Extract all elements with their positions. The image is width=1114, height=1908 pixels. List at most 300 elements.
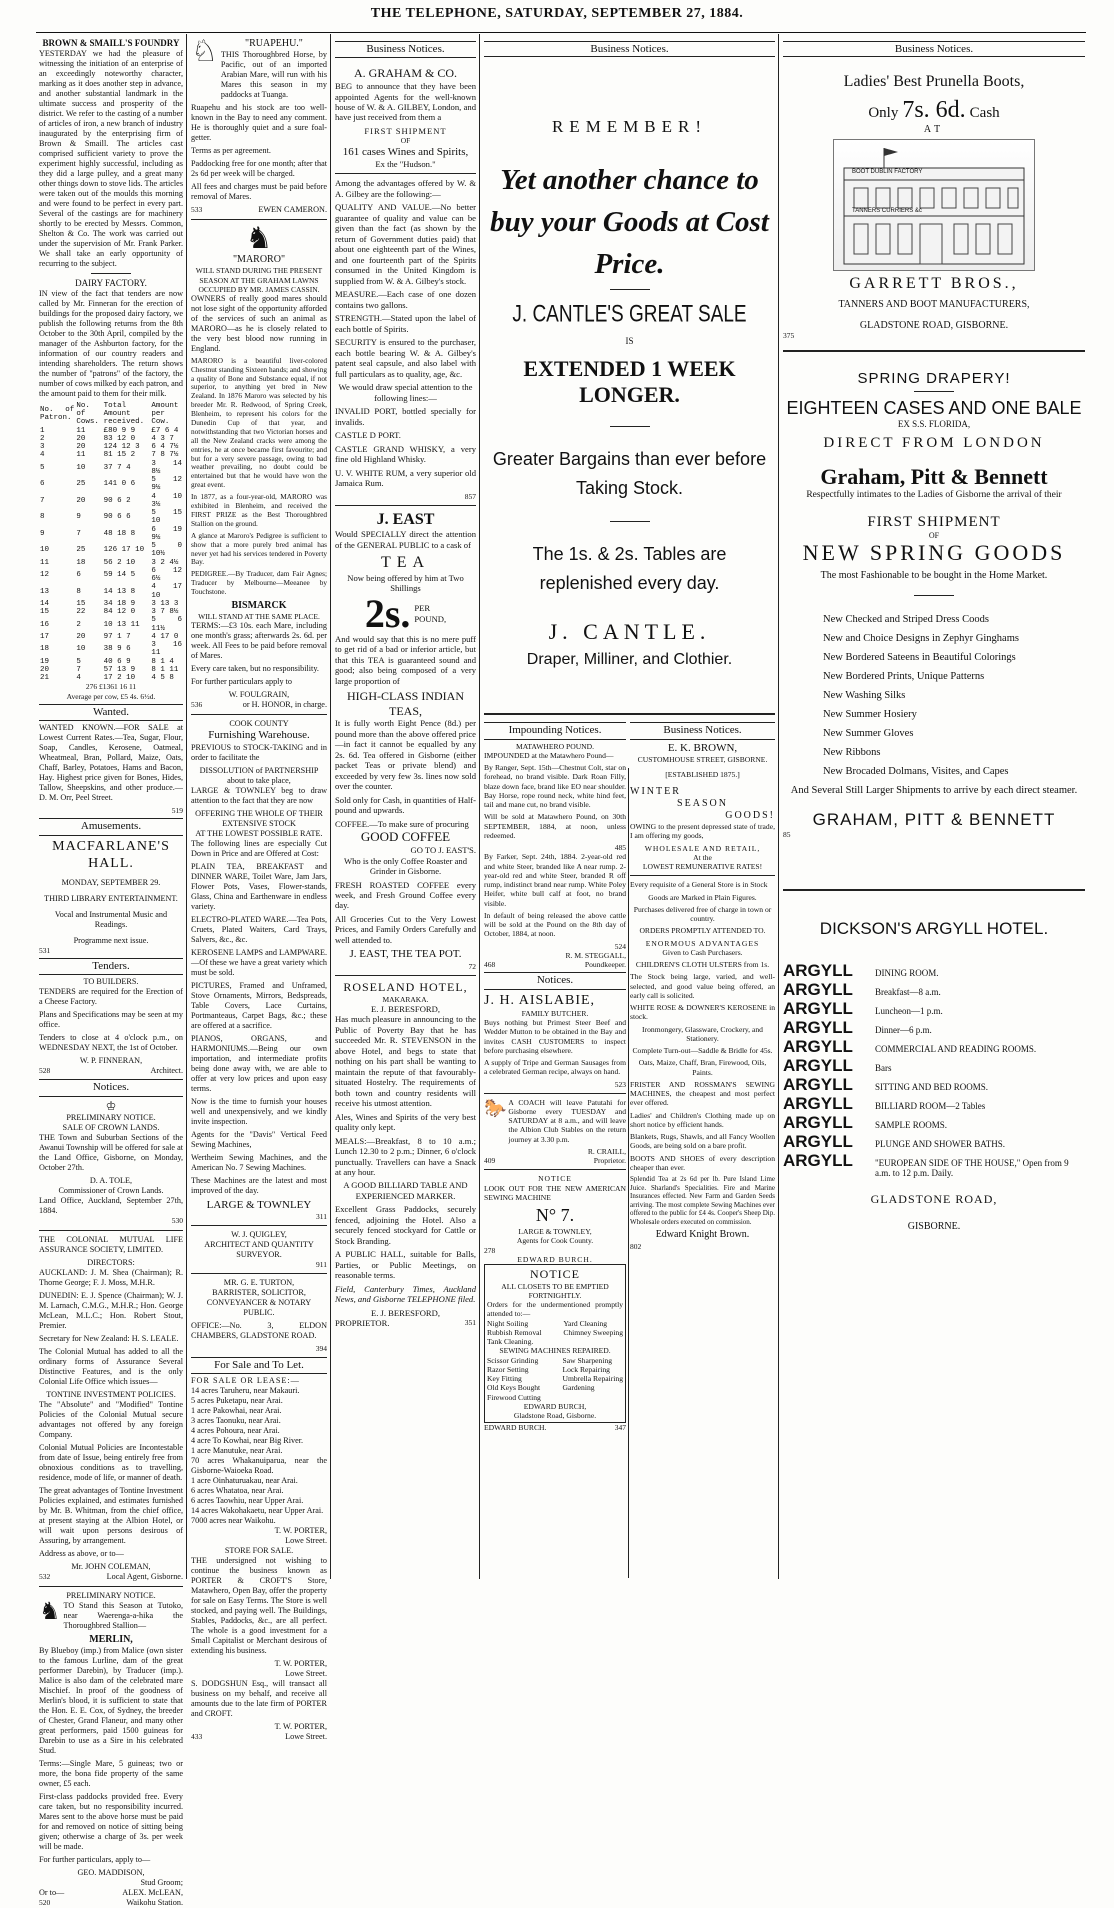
graham-text: BEG to announce that they have been appointed Agents for the well-known house of W. & A. GILBEY, London, and have just received from them a [335, 81, 476, 123]
field: Field, Canterbury Times, Auckland News, and Gisborne TELEPHONE filed. [335, 1283, 476, 1305]
butcher: FAMILY BUTCHER. [521, 1008, 589, 1018]
established: [ESTABLISHED 1875.] [665, 770, 740, 780]
argyll-word: ARGYLL [783, 1132, 853, 1151]
ad-number: 520 [39, 1897, 51, 1907]
services-left [487, 1319, 542, 1347]
table-cell: 141 0 6 [103, 480, 136, 489]
list-item: Gardening [562, 1383, 595, 1393]
maroro-title: "MARORO" [232, 254, 286, 266]
column-1 [36, 38, 186, 1907]
list-item: New Bordered Sateens in Beautiful Colorings [823, 652, 1016, 663]
table-cell: 10 [76, 645, 86, 654]
at-the: At the [693, 852, 712, 862]
argyll-word: ARGYLL [783, 980, 853, 999]
list-item: New Bordered Prints, Unique Patterns [823, 671, 985, 682]
table-row [39, 608, 183, 616]
table-row [39, 427, 183, 435]
address-text: Address as above, or to— [39, 1548, 124, 1558]
ruapehu-sign: EWEN CAMERON. [258, 205, 327, 215]
respect: Respectfully intimates to the Ladies of Gisborne the arrival of their [806, 490, 1062, 500]
table-cell: 81 15 2 [103, 451, 136, 460]
section-head-amusements: Amusements. [39, 818, 183, 835]
list-item: 14 acres Taruheru, near Makauri. [191, 1385, 300, 1395]
porter: T. W. PORTER, [274, 1658, 327, 1668]
table-row [39, 616, 183, 633]
table-cell: 4 [76, 674, 81, 683]
table-row [39, 674, 183, 682]
table-row [39, 451, 183, 459]
ad-number: 485 [614, 843, 627, 853]
list-item: 70 acres Whakanuiparua, near the Gisborne-Waioeka Road. [191, 1455, 327, 1475]
ad-number: 311 [316, 1212, 327, 1222]
ruapehu-text: THIS Thoroughbred Horse, by Pacific, out of an imported Arabian Mare, will run with his Mares this season in my paddocks at Tuanga. [220, 50, 327, 100]
lowest: AT THE LOWEST POSSIBLE RATE. [195, 828, 323, 838]
table-cell: £80 9 9 [103, 426, 136, 435]
list-item: Rubbish Removal [487, 1327, 542, 1337]
table-row [39, 476, 183, 493]
tender-builders: TO BUILDERS. [83, 977, 139, 987]
table-cell: 17 2 10 [103, 674, 136, 683]
tender-architect: Architect. [150, 1066, 183, 1076]
table-cell: 8 [76, 587, 81, 596]
table-cell: 5 [76, 657, 81, 666]
ad-number: 531 [39, 945, 51, 955]
lt-sign: LARGE & TOWNLEY, [518, 1227, 592, 1237]
divider [191, 219, 327, 220]
argyll-word: ARGYLL [783, 999, 853, 1018]
pound: POUND, [414, 613, 447, 624]
divider [630, 875, 775, 876]
divider [39, 1230, 183, 1231]
lt-sign: LARGE & TOWNLEY [206, 1198, 312, 1211]
turton: MR. G. E. TURTON, [223, 1278, 295, 1288]
divider [335, 975, 476, 976]
list-item: 4 acres Pohoura, near Arai. [191, 1425, 280, 1435]
list-item: Umbrella Repairing [562, 1374, 624, 1384]
goods: GOODS! [725, 810, 775, 822]
table-row [39, 600, 183, 608]
list-item: 1 acre Oinhaturuakau, near Arai. [191, 1475, 298, 1485]
argyll-row [783, 1151, 1085, 1178]
section-head-wanted: Wanted. [39, 704, 183, 721]
ruapehu-terms: Terms as per agreement. [191, 146, 271, 156]
indian-teas: HIGH-CLASS INDIAN TEAS, [347, 689, 464, 718]
table-cell: 6 [76, 571, 81, 580]
good-coffee: GOOD COFFEE [360, 829, 451, 845]
ekbrown-block [630, 719, 775, 1432]
table-cell: 8 1 4 [151, 657, 174, 666]
ruapehu-title: "RUAPEHU." [245, 38, 303, 49]
first-shipment: FIRST SHIPMENT [364, 125, 447, 136]
ad-number: 351 [464, 1318, 476, 1328]
table-row [39, 641, 183, 658]
ad-number: 533 [191, 205, 203, 215]
table-cell: 40 6 9 [103, 657, 131, 666]
burch-foot: EDWARD BURCH. [484, 1423, 547, 1433]
argyll-text: BILLIARD ROOM—2 Tables [875, 1101, 986, 1111]
dairy-text: IN view of the fact that tenders are now called by Mr. Finneran for the erection of buildings for the proposed dairy factory, we publish the following returns from the 8th October to the 30th April, compiled by the manager of the Ashburton factory, for the information of our country readers and intending shareholders. The return shows the number of "patrons" of the factory, the number of cows milked by each patron, and the amount paid to them for their milk. [39, 288, 183, 398]
table-cell: 5 0 10½ [151, 542, 182, 559]
requisite: Every requisite of a General Store is in Stock [630, 880, 768, 890]
cantle-sign: J. CANTLE. [548, 619, 711, 645]
horse-icon: ♞ [245, 222, 273, 256]
electro-ware: ELECTRO-PLATED WARE.—Tea Pots, Cruets, Plated Waiters, Card Trays, Salvers, &c., &c. [191, 914, 327, 944]
list-item: 6 acres Taowhiu, near Upper Arai. [191, 1495, 304, 1505]
table-cell: 4 17 10 [151, 583, 182, 600]
extended: EXTENDED 1 WEEK LONGER. [523, 356, 736, 408]
closets: ALL CLOSETS TO BE EMPTIED FORTNIGHTLY. [501, 1281, 609, 1300]
ad-number: 468 [484, 960, 496, 970]
divider [484, 1169, 626, 1170]
table-cell: 90 6 2 [103, 496, 131, 505]
grocery: All Groceries Cut to the Very Lowest Prices, and Family Orders Carefully and well attended to. [335, 913, 476, 945]
merlin-desc: By Blueboy (imp.) from Malice (own sister to the famous Lurline, dam of the great performer Darebin), by Traducer (imp.). Malice is also dam of the celebrated mare Mischief. In proof of the goodness of Merlin's blood, it is sufficient to state that the Hon. E. E. Cox, of Sydney, the breeder of Chester, Grand Flaneur, and many other great performers, paid 1500 guineas for Darebin to use as a Sire in his celebrated Stud. [39, 1645, 183, 1755]
wertheim: Wertheim Sewing Machines, and the American No. 7 Sewing Machines. [191, 1152, 327, 1172]
divider [610, 521, 650, 522]
these: These Machines are the latest and most improved of the day. [191, 1175, 327, 1195]
directors-dunedin: DUNEDIN: E. J. Spence (Chairman); W. J. M. Larnach, C.M.G., M.H.R.; Hon. George McLean, M.L.C.; Hon. Robert Stout, Premier. [39, 1290, 183, 1330]
plain-figures: Goods are Marked in Plain Figures. [648, 892, 757, 902]
impound-sold: Will be sold at Matawhero Pound, on 30th SEPTEMBER, 1884, at noon, unless redeemed. [484, 812, 627, 840]
sewing-repaired: SEWING MACHINES REPAIRED. [499, 1346, 611, 1356]
east-sign: J. EAST, THE TEA POT. [349, 948, 462, 961]
per: PER [414, 603, 431, 614]
tea-price: 2s. [364, 590, 411, 636]
beresford: E. J. BERESFORD, [370, 1003, 440, 1014]
directors-head: DIRECTORS: [87, 1257, 135, 1267]
invalid-port: INVALID PORT, bottled specially for invalids. [335, 406, 476, 427]
argyll-row [783, 1037, 1085, 1056]
divider [91, 273, 131, 274]
table-cell: 4 5 8 [151, 674, 174, 683]
directors-auckland: AUCKLAND: J. M. Shea (Chairman); R. Thorne George; F. J. Moss, M.H.R. [39, 1267, 183, 1287]
section-head-tenders: Tenders. [39, 958, 183, 975]
table-cell: 19 [40, 657, 50, 666]
matawhero: MATAWHERO POUND. [515, 741, 595, 751]
argyll-row [783, 980, 1085, 999]
dairy-header-cell: No. of Patron. [40, 406, 75, 423]
list-item: New Checked and Striped Dress Coods [823, 614, 989, 625]
divider [783, 350, 1085, 352]
list-item: Old Keys Bought [487, 1383, 541, 1393]
of: OF [400, 136, 411, 146]
table-cell: 21 [40, 674, 50, 683]
list-item: New Washing Silks [823, 690, 906, 701]
section-head-forsale: For Sale and To Let. [191, 1357, 327, 1374]
list-item: 7000 acres near Waikohu. [191, 1515, 276, 1525]
ad-number: 519 [171, 806, 183, 816]
divider [484, 713, 775, 715]
section-head-impounding: Impounding Notices. [484, 722, 626, 739]
table-cell: 13 [40, 587, 50, 596]
security: SECURITY is ensured to the purchaser, each bottle bearing W. & A. Gilbey's patent seal capsule, and also label with full particulars as to quality, age, &c. [335, 337, 476, 379]
kerosene-lamps: KEROSENE LAMPS and LAMPWARE.—Of these we have a great variety which must be sold. [191, 947, 328, 977]
winter: WINTER [630, 785, 681, 797]
craill-title: Proprietor. [593, 1156, 627, 1166]
direct-london: DIRECT FROM LONDON [823, 435, 1045, 451]
table-cell: 3 7 8½ [151, 608, 179, 617]
table-cell: 20 [40, 665, 50, 674]
bismarck-further: For further particulars apply to [191, 677, 292, 687]
pianos: PIANOS, ORGANS, and HARMONIUMS.—Being our own importation, and intermediate profits being done away with, we are able to offer at very low prices and upon easy terms. [191, 1033, 327, 1093]
foundry-title: BROWN & SMAILL'S FOUNDRY [42, 38, 180, 48]
table-cell: 7 8 7½ [151, 451, 179, 460]
yet-another: Yet another chance to buy your Goods at Cost Price. [490, 164, 769, 281]
ad-number: 911 [316, 1260, 327, 1270]
crown-sign-title: Commissioner of Crown Lands. [58, 1186, 164, 1196]
hall-event: THIRD LIBRARY ENTERTAINMENT. [44, 893, 178, 903]
table-cell: 11 [76, 426, 86, 435]
argyll-text: "EUROPEAN SIDE OF THE HOUSE," Open from 9 a.m. to 12 p.m. Daily. [875, 1158, 1069, 1178]
ek-brown: E. K. BROWN, [667, 741, 738, 754]
tontine-text: The great advantages of Tontine Investment Policies explained, and estimates furnished by Mr. B. Whitman, from the chief office, at present staying at the Albion Hotel, or will wait upon persons desirous of Assuring, by arrangement. [39, 1485, 183, 1545]
price: 7s. 6d. [902, 97, 966, 123]
impound-text: By Farker, Sept. 24th, 1884. 2-year-old red and white Steer, branded like A near rump. 2-year-old red and white Steer, branded R off rump, indistinct brand near rump. White Poley Heifer, white bull calf at foot, no brand visible. [484, 852, 627, 908]
tontine-text: Colonial Mutual Policies are Incontestable from date of Issue, being entirely free from obnoxious conditions as to travelling, residence, mode of life, or manner of death. [39, 1442, 183, 1482]
impounded: IMPOUNDED at the Matawhero Pound— [484, 750, 614, 760]
divider [191, 1273, 327, 1274]
table-cell: 20 [76, 434, 86, 443]
east-text: It is fully worth Eight Pence (8d.) per pound more than the above offered price—in fact it cannot be equalled by any 2s. 6d. Tea offered in Gisborne (either packet Teas or private blend) and exceeded by very few 3s. lines now sold over the counter. [335, 718, 476, 792]
of: OF [928, 531, 940, 540]
strength: STRENGTH.—Stated upon the label of each bottle of Spirits. [335, 313, 476, 334]
grass: Excellent Grass Paddocks, securely fenced, adjoining the Hotel. Also a securely fenced stockyard for Cattle or Stock Branding. [335, 1204, 476, 1246]
ad-number: 433 [191, 1731, 203, 1741]
table-row [39, 493, 183, 510]
ad-number: 409 [484, 1156, 496, 1166]
column-4 [481, 38, 778, 1578]
secretary: Secretary for New Zealand: H. S. LEALE. [39, 1333, 179, 1343]
davis: Agents for the "Davis" Vertical Feed Sewing Machines, [191, 1129, 327, 1149]
gisborne: GISBORNE. [907, 1221, 961, 1232]
coach-text: A COACH will leave Patutahi for Gisborne every TUESDAY and SATURDAY at 8 a.m., and will leave the Albion Club Stables on the return journey at 3.30 p.m. [508, 1097, 627, 1144]
section-head-notices: Notices. [484, 972, 626, 989]
cases: 161 cases Wines and Spirits, [342, 145, 469, 158]
eighteen-cases: EIGHTEEN CASES AND ONE BALE [786, 398, 1082, 418]
masthead: THE TELEPHONE, SATURDAY, SEPTEMBER 27, 1884. [370, 6, 744, 21]
dairy-title: DAIRY FACTORY. [75, 277, 147, 288]
table-cell: 5 6 11½ [151, 616, 182, 633]
ad-number: 394 [315, 1344, 327, 1354]
foulgrain: W. FOULGRAIN, [228, 690, 290, 700]
argyll-text: Luncheon—1 p.m. [875, 1006, 943, 1016]
frister: FRISTER AND ROSSMAN'S SEWING MACHINES, the cheapest and most perfect ever offered. [630, 1079, 775, 1108]
horse-icon: ♞ [39, 1598, 61, 1625]
table-cell: 97 1 7 [103, 632, 131, 641]
cash-purchasers: Given to Cash Purchasers. [662, 947, 743, 957]
table-cell: 20 [76, 443, 86, 452]
table-cell: 37 7 4 [103, 463, 131, 472]
sold-cash: Sold only for Cash, in quantities of Half-pound and upwards. [335, 794, 476, 816]
enormous: ENORMOUS ADVANTAGES [645, 938, 760, 948]
draper: Draper, Milliner, and Clothier. [526, 651, 733, 669]
list-item: Night Soiling [487, 1318, 529, 1328]
plain-ware: PLAIN TEA, BREAKFAST and DINNER WARE, Toilet Ware, Jam Jars, Flower Pots, Vases, Flower-stands, Glass, China and Earthenware in endless variety. [191, 861, 327, 911]
table-row [39, 583, 183, 600]
maroro-pedigree: PEDIGREE.—By Traducer, dam Fair Agnes; Traducer by Melbourne—Meeanee by Touchstone. [191, 569, 327, 597]
list-item: New Brocaded Dolmans, Visites, and Capes [823, 766, 1009, 777]
column-rule [330, 34, 331, 1579]
orders: Orders for the undermentioned promptly attended to:— [487, 1300, 624, 1319]
table-cell: 9 [40, 529, 45, 538]
list-item: Razor Setting [487, 1364, 529, 1374]
ad-number: 523 [614, 1079, 627, 1089]
season: SEASON [677, 797, 728, 809]
divider [191, 714, 327, 715]
remunerative: LOWEST REMUNERATIVE RATES! [642, 862, 763, 872]
table-cell: 16 [40, 620, 50, 629]
burch-sign: EDWARD BURCH, [523, 1401, 587, 1411]
east-title: J. EAST [376, 510, 435, 528]
ulsters: CHILDREN'S CLOTH ULSTERS from 1s. [635, 960, 770, 970]
table-row [39, 526, 183, 543]
purchases: Purchases delivered free of charge in town or country. [633, 904, 772, 924]
table-cell: 10 [76, 463, 86, 472]
table-cell: 22 [76, 608, 86, 617]
merlin-terms: Terms:—Single Mare, 5 guineas; two or more, the bona fide property of the same owner, £5 each. [39, 1758, 183, 1788]
ironmongery: Ironmongery, Glassware, Crockery, and Stationery. [642, 1024, 763, 1043]
table-cell: 12 [40, 571, 50, 580]
first-shipment: FIRST SHIPMENT [867, 514, 1001, 530]
table-cell: 6 12 6½ [151, 566, 182, 584]
table-cell: 6 [40, 480, 45, 489]
table-cell: 7 [40, 496, 45, 505]
impound-text: By Ranger, Sept. 15th—Chestnut Colt, star on forehead, no brand visible. Dark Roan Filly, blaze down face, brand like EO near shoulder. Bay Horse, rope round neck, white hind feet, tail and mane cut, no brand visible. [484, 763, 627, 810]
merlin-paddocks: First-class paddocks provided free. Every care taken, but no responsibility incurred. Mares sent to the above horse must be paid for and removed on notice of sitting being given; otherwise a charge of 3s. per week will be made. [39, 1791, 183, 1851]
table-row [39, 509, 183, 526]
oats: Oats, Maize, Chaff, Bran, Firewood, Oils, Paints. [638, 1058, 767, 1077]
merlin-further: For further particulars, apply to— [39, 1854, 151, 1864]
divider [39, 1586, 183, 1587]
table-cell: 34 18 9 [103, 599, 136, 608]
tontine-title: TONTINE INVESTMENT POLICIES. [46, 1389, 176, 1399]
table-cell: 126 17 10 [103, 546, 145, 555]
hudson: Ex the "Hudson." [375, 159, 436, 169]
table-cell: 8 [40, 513, 45, 522]
coach-icon: 🐎 [484, 1097, 507, 1118]
argyll-text: DINING ROOM. [875, 968, 939, 978]
bismarck-title: BISMARCK [231, 599, 287, 611]
maroro-text: OWNERS of really good mares should not lose sight of the opportunity afforded of the services of such an animal as MARORO—as he is closely related to the very best blood now running in England. [191, 293, 327, 353]
larger-shipments: And Several Still Larger Shipments to arrive by each direct steamer. [790, 785, 1078, 796]
table-cell: 124 12 3 [103, 443, 140, 452]
table-cell: 6 19 9½ [151, 525, 182, 542]
boots: BOOTS AND SHOES of every description cheaper than ever. [630, 1153, 775, 1172]
offering: OFFERING THE WHOLE OF THEIR EXTENSIVE STOCK [195, 808, 323, 828]
section-head-business: Business Notices. [630, 722, 775, 739]
store-sign: BOOT DUBLIN FACTORY [852, 169, 923, 175]
store-illustration [833, 139, 1035, 271]
burch-address: Gladstone Road, Gisborne. [513, 1411, 597, 1421]
table-cell: 11 [40, 558, 50, 567]
argyll-word: ARGYLL [783, 1094, 853, 1113]
dairy-average: Average per cow, £5 4s. 6½d. [66, 691, 156, 701]
among: Among the advantages offered by W. & A. Gilbey are the following:— [335, 178, 476, 199]
fresh-coffee: FRESH ROASTED COFFEE every week, and Fresh Ground Coffee every day. [335, 879, 476, 911]
divider [191, 1225, 327, 1226]
ad-number: 278 [484, 1245, 496, 1255]
list-item: 1 acre Pakowhai, near Arai. [191, 1405, 282, 1415]
aislabie-text: Buys nothing but Primest Steer Beef and Wedder Mutton to be obtained in the Bay and invites CASH CUSTOMERS to inspect before purchasing elsewhere. [484, 1018, 627, 1055]
tables-replenished: The 1s. & 2s. Tables are replenished every day. [532, 543, 727, 593]
gladstone-road: GLADSTONE ROAD, [870, 1192, 998, 1206]
argyll-row [783, 1094, 1085, 1113]
ad-number: 532 [39, 1571, 51, 1581]
table-cell: 5 12 9½ [151, 476, 182, 493]
list-item: New Ribbons [823, 747, 881, 758]
tea-title: TEA [380, 554, 431, 572]
hall-title: MACFARLANE'S HALL. [52, 838, 170, 871]
measure: MEASURE.—Each case of one dozen contains two gallons. [335, 289, 476, 310]
pictures: PICTURES, Framed and Unframed, Stove Ornaments, Mirrors, Bedspreads, Table Covers, Lace Curtains, Portmanteaus, Carpet Bags, &c.; these are offered at a sacrifice. [191, 980, 327, 1030]
now-time: Now is the time to furnish your houses well and unexpensively, and we kindly invite inspection. [191, 1096, 327, 1126]
bismarck-text: WILL STAND AT THE SAME PLACE. [198, 612, 320, 622]
list-item: New Summer Hosiery [823, 709, 917, 720]
table-cell: 18 [76, 558, 86, 567]
dairy-header-cell: No. of Cows. [76, 401, 99, 427]
divider [610, 289, 650, 290]
beresford: E. J. BERESFORD, [370, 1307, 440, 1318]
porter: T. W. PORTER, [274, 1525, 327, 1535]
cook-county: COOK COUNTY [229, 719, 289, 729]
prompt: ORDERS PROMPTLY ATTENDED TO. [639, 926, 766, 936]
table-cell: 5 15 10 [151, 509, 182, 526]
dissolution: DISSOLUTION of PARTNERSHIP [199, 765, 319, 775]
tontine-text: The "Absolute" and "Modified" Tontine Policies of the Colonial Mutual secure advantages not offered by any foreign Company. [39, 1399, 183, 1439]
gpb-sign: GRAHAM, PITT & BENNETT [812, 810, 1056, 829]
prelim-notice: PRELIMINARY NOTICE. [66, 1113, 156, 1123]
notice-big: NOTICE [530, 1266, 580, 1281]
argyll-row [783, 1132, 1085, 1151]
forsale-title: FOR SALE OR LEASE:— [191, 1375, 300, 1385]
lots-list [191, 1386, 327, 1526]
table-cell: 4 17 0 [151, 632, 179, 641]
hall-music: Vocal and Instrumental Music and Readings. [54, 909, 168, 929]
dairy-table [39, 402, 183, 683]
porter-address: Lowe Street. [285, 1668, 327, 1678]
maroro-stand: WILL STAND DURING THE PRESENT SEASON AT THE GRAHAM LAWNS OCCUPIED BY MR. JAMES CASSIN. [195, 266, 323, 294]
steggall: R. M. STEGGALL, [565, 950, 627, 960]
makaraka: MAKARAKA. [382, 994, 429, 1004]
list-item: Chimney Sweeping [563, 1327, 624, 1337]
quigley: W. J. QUIGLEY, [231, 1230, 287, 1240]
table-row [39, 567, 183, 584]
argyll-list [783, 961, 1085, 1178]
turnout: Complete Turn-out—Saddle & Bridle for 45s. [632, 1046, 773, 1056]
new-spring-goods: NEW SPRING GOODS [802, 540, 1066, 565]
argyll-word: ARGYLL [783, 1113, 853, 1132]
no-7: N° 7. [535, 1205, 575, 1226]
ad-number: 375 [783, 331, 795, 340]
table-cell: 90 6 6 [103, 513, 131, 522]
wanted-text: WANTED KNOWN.—FOR SALE at Lowest Current Rates.—Tea, Sugar, Flour, Soap, Candles, Kerosene, Oatmeal, Wheatmeal, Bran, Pollard, Maize, Oats, Chaff, Barley, Potatoes, Hams and Bacon, Hay. Highest price given for Bones, Hides, Tallow, Sheepskins, and other produce.—D. M. Orr, Peel Street. [39, 723, 183, 803]
bismarck-terms: TERMS:—£3 10s. each Mare, including one month's grass; afterwards 2s. 6d. per week. All Fees to be paid before removal of Mares. [191, 621, 327, 661]
argyll-row [783, 961, 1085, 980]
maddison-title: Stud Groom; [140, 1877, 183, 1887]
table-cell: 9 [76, 513, 81, 522]
dickson-title: DICKSON'S ARGYLL HOTEL. [819, 919, 1049, 938]
argyll-row [783, 1113, 1085, 1132]
table-row [39, 658, 183, 666]
ales: Ales, Wines and Spirits of the very best quality only kept. [335, 1111, 476, 1133]
list-item: New and Choice Designs in Zephyr Ginghams [823, 633, 1019, 644]
maddison: GEO. MADDISON, [77, 1867, 145, 1877]
crown-place: Land Office, Auckland, September 27th, 1884. [39, 1196, 183, 1216]
list-item: 14 acres Wakohakaetu, near Upper Arai. [191, 1505, 324, 1515]
castle-port: CASTLE D PORT. [335, 430, 401, 441]
following: The following lines are especially Cut Down in Price and are Offered at Cost: [191, 838, 327, 858]
table-cell: 10 13 11 [103, 620, 140, 629]
